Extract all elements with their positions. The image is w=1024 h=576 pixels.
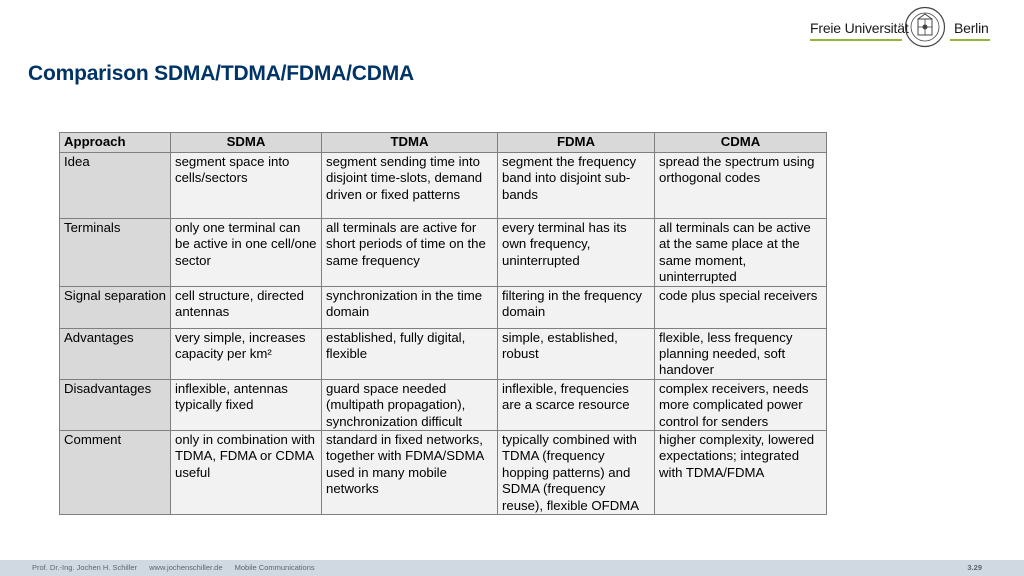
column-header-cdma: CDMA	[655, 133, 827, 153]
table-cell: guard space needed (multipath propagation), synchronization difficult	[322, 379, 498, 430]
table-cell: very simple, increases capacity per km²	[171, 328, 322, 379]
university-seal-icon	[904, 6, 946, 48]
table-cell: established, fully digital, flexible	[322, 328, 498, 379]
table-cell: segment sending time into disjoint time-slots, demand driven or fixed patterns	[322, 153, 498, 219]
table-cell: filtering in the frequency domain	[498, 286, 655, 328]
logo-text-left: Freie Universität	[810, 20, 909, 36]
table-cell: complex receivers, needs more complicated power control for senders	[655, 379, 827, 430]
table-cell: only in combination with TDMA, FDMA or CDMA useful	[171, 431, 322, 515]
column-header-sdma: SDMA	[171, 133, 322, 153]
table-cell: code plus special receivers	[655, 286, 827, 328]
table-cell: inflexible, antennas typically fixed	[171, 379, 322, 430]
table-row-terminals	[60, 219, 827, 287]
footer-bar	[0, 560, 1024, 576]
column-header-tdma: TDMA	[322, 133, 498, 153]
table-cell: only one terminal can be active in one cell/one sector	[171, 219, 322, 287]
logo-underline-right	[950, 39, 990, 41]
table-cell: cell structure, directed antennas	[171, 286, 322, 328]
logo-text-right: Berlin	[954, 20, 989, 36]
row-label: Idea	[60, 153, 171, 219]
footer-website: www.jochenschiller.de	[149, 563, 223, 572]
row-label: Terminals	[60, 219, 171, 287]
footer-course: Mobile Communications	[234, 563, 315, 572]
table-cell: synchronization in the time domain	[322, 286, 498, 328]
row-label: Comment	[60, 431, 171, 515]
page-number: 3.29	[967, 563, 982, 572]
table-cell: segment space into cells/sectors	[171, 153, 322, 219]
table-cell: segment the frequency band into disjoint sub-bands	[498, 153, 655, 219]
table-cell: all terminals can be active at the same place at the same moment, uninterrupted	[655, 219, 827, 287]
footer-info	[32, 563, 325, 572]
row-label: Signal separation	[60, 286, 171, 328]
logo-underline-left	[810, 39, 902, 41]
table-cell: simple, established, robust	[498, 328, 655, 379]
university-logo	[808, 6, 994, 48]
table-header-row	[60, 133, 827, 153]
footer-author: Prof. Dr.-Ing. Jochen H. Schiller	[32, 563, 138, 572]
table-cell: every terminal has its own frequency, uninterrupted	[498, 219, 655, 287]
page-title: Comparison SDMA/TDMA/FDMA/CDMA	[28, 62, 414, 85]
column-header-approach: Approach	[60, 133, 171, 153]
table-row-disadvantages	[60, 379, 827, 430]
table-row-comment	[60, 431, 827, 515]
table-cell: spread the spectrum using orthogonal codes	[655, 153, 827, 219]
table-cell: inflexible, frequencies are a scarce resource	[498, 379, 655, 430]
table-cell: higher complexity, lowered expectations; integrated with TDMA/FDMA	[655, 431, 827, 515]
table-row-idea	[60, 153, 827, 219]
row-label: Advantages	[60, 328, 171, 379]
table-row-signal-separation	[60, 286, 827, 328]
table-cell: all terminals are active for short periods of time on the same frequency	[322, 219, 498, 287]
row-label: Disadvantages	[60, 379, 171, 430]
column-header-fdma: FDMA	[498, 133, 655, 153]
table-cell: flexible, less frequency planning needed, soft handover	[655, 328, 827, 379]
table-row-advantages	[60, 328, 827, 379]
table-cell: typically combined with TDMA (frequency hopping patterns) and SDMA (frequency reuse), flexible OFDMA	[498, 431, 655, 515]
table-cell: standard in fixed networks, together with FDMA/SDMA used in many mobile networks	[322, 431, 498, 515]
comparison-table	[59, 132, 827, 515]
